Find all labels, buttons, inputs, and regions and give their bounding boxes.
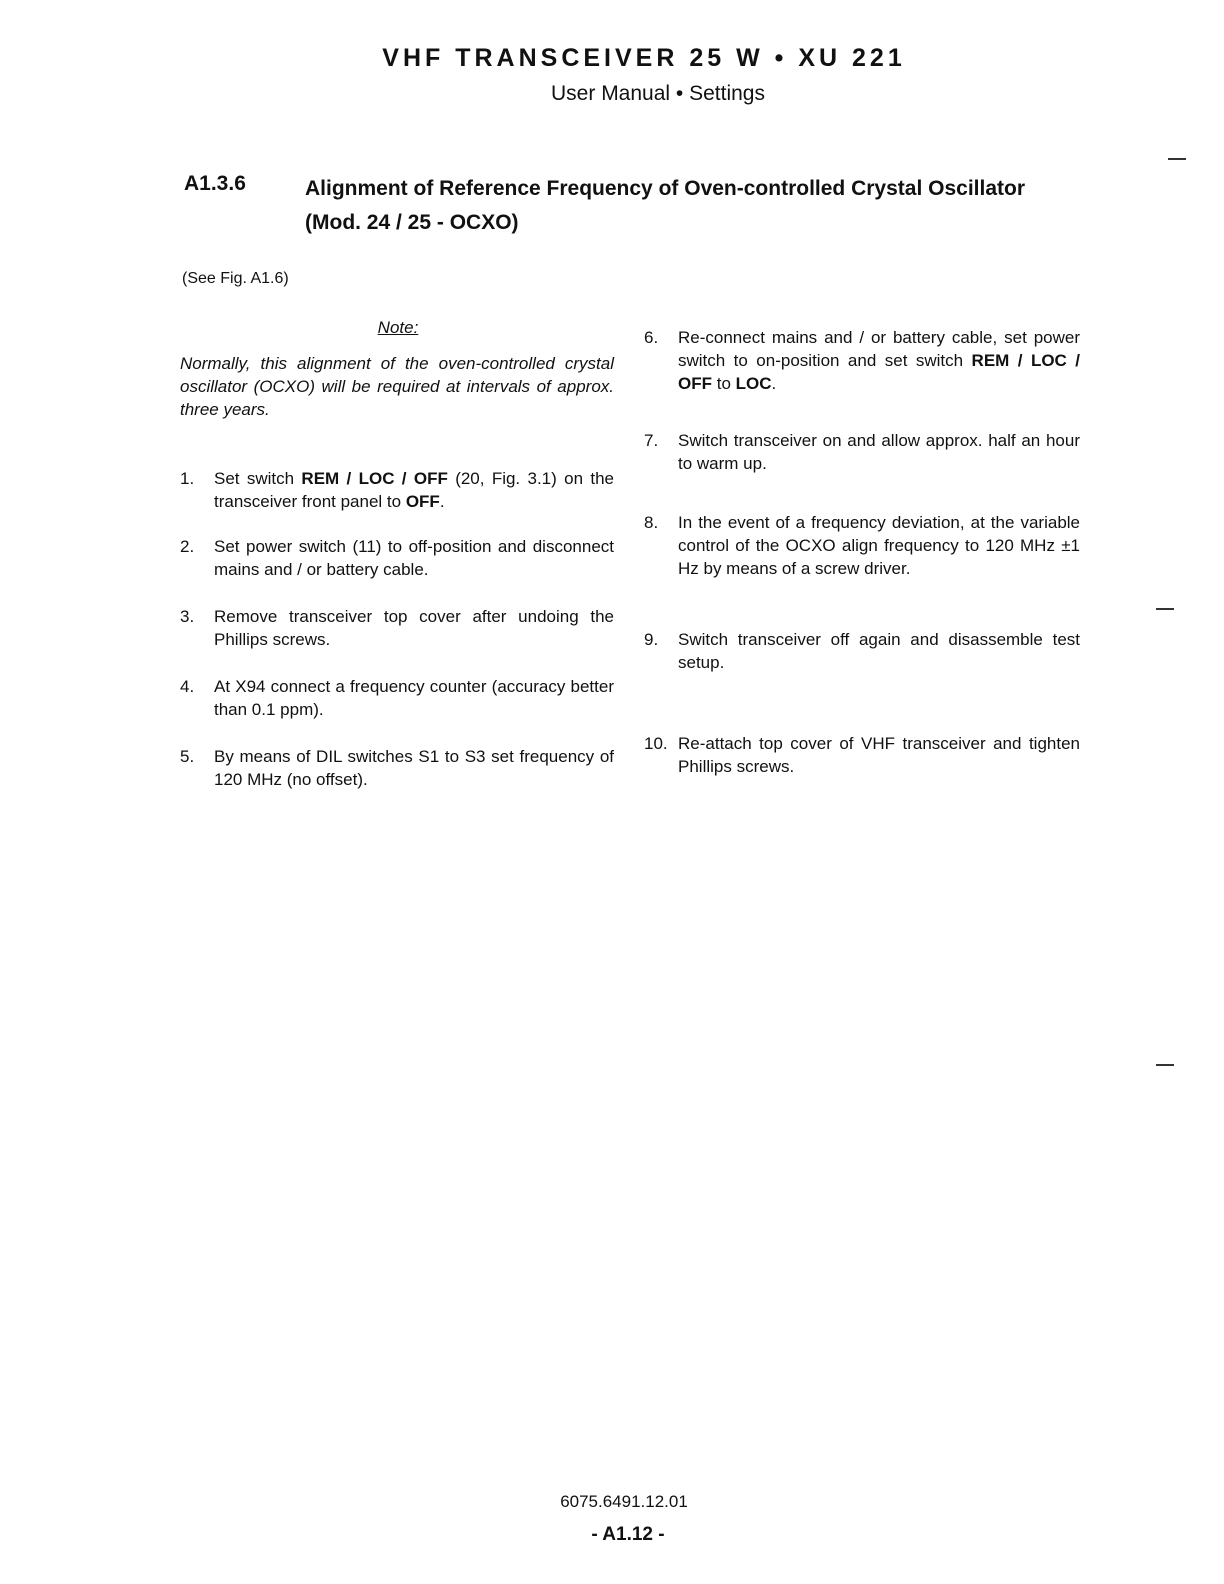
step-7 (644, 429, 1080, 475)
scan-mark (1156, 608, 1174, 610)
step-number: 7. (644, 431, 659, 450)
step-text: Set power switch (11) to off-position and disconnect mains and / or battery cable. (214, 537, 614, 579)
step-3 (180, 605, 614, 651)
scan-mark (1168, 158, 1186, 160)
step-number: 4. (180, 677, 195, 696)
step-1 (180, 467, 614, 513)
step-text: At X94 connect a frequency counter (accuracy better than 0.1 ppm). (214, 677, 614, 719)
step-10 (644, 732, 1080, 778)
section-title: Alignment of Reference Frequency of Oven-controlled Crystal Oscillator (Mod. 24 / 25 - OCXO) (305, 177, 1025, 234)
section-number: A1.3.6 (184, 172, 246, 195)
document-title: VHF TRANSCEIVER 25 W • XU 221 (382, 44, 906, 72)
step-number: 6. (644, 328, 659, 347)
step-number: 3. (180, 607, 195, 626)
left-column (180, 318, 614, 791)
step-number: 5. (180, 747, 195, 766)
see-figure-reference: (See Fig. A1.6) (182, 270, 289, 287)
step-6 (644, 326, 1080, 395)
step-number: 10. (644, 734, 668, 753)
step-number: 9. (644, 630, 659, 649)
step-text: Remove transceiver top cover after undoing the Phillips screws. (214, 607, 614, 649)
step-4 (180, 675, 614, 721)
scan-mark (1156, 1064, 1174, 1066)
step-5 (180, 745, 614, 791)
step-text: Switch transceiver off again and disassemble test setup. (678, 630, 1080, 672)
page-number: - A1.12 - (591, 1524, 665, 1545)
step-text: Switch transceiver on and allow approx. half an hour to warm up. (678, 431, 1080, 473)
note-text: Normally, this alignment of the oven-controlled crystal oscillator (OCXO) will be required at intervals of approx. three years. (180, 354, 614, 419)
step-number: 1. (180, 469, 195, 488)
document-number: 6075.6491.12.01 (560, 1492, 688, 1511)
step-text: Re-attach top cover of VHF transceiver and tighten Phillips screws. (678, 734, 1080, 776)
document-subtitle: User Manual • Settings (551, 82, 765, 105)
step-number: 8. (644, 513, 659, 532)
step-text: In the event of a frequency deviation, at the variable control of the OCXO align frequency to 120 MHz ±1 Hz by means of a screw driver. (678, 513, 1080, 578)
step-text: By means of DIL switches S1 to S3 set frequency of 120 MHz (no offset). (214, 747, 614, 789)
note-label: Note: (377, 318, 419, 337)
step-text: Re-connect mains and / or battery cable, set power switch to on-position and set switch REM / LOC / OFF to LOC. (678, 328, 1081, 393)
step-2 (180, 535, 614, 581)
step-9 (644, 628, 1080, 674)
step-number: 2. (180, 537, 195, 556)
step-8 (644, 511, 1080, 580)
right-column (644, 326, 1080, 778)
step-text: Set switch REM / LOC / OFF (20, Fig. 3.1) on the transceiver front panel to OFF. (214, 469, 614, 511)
